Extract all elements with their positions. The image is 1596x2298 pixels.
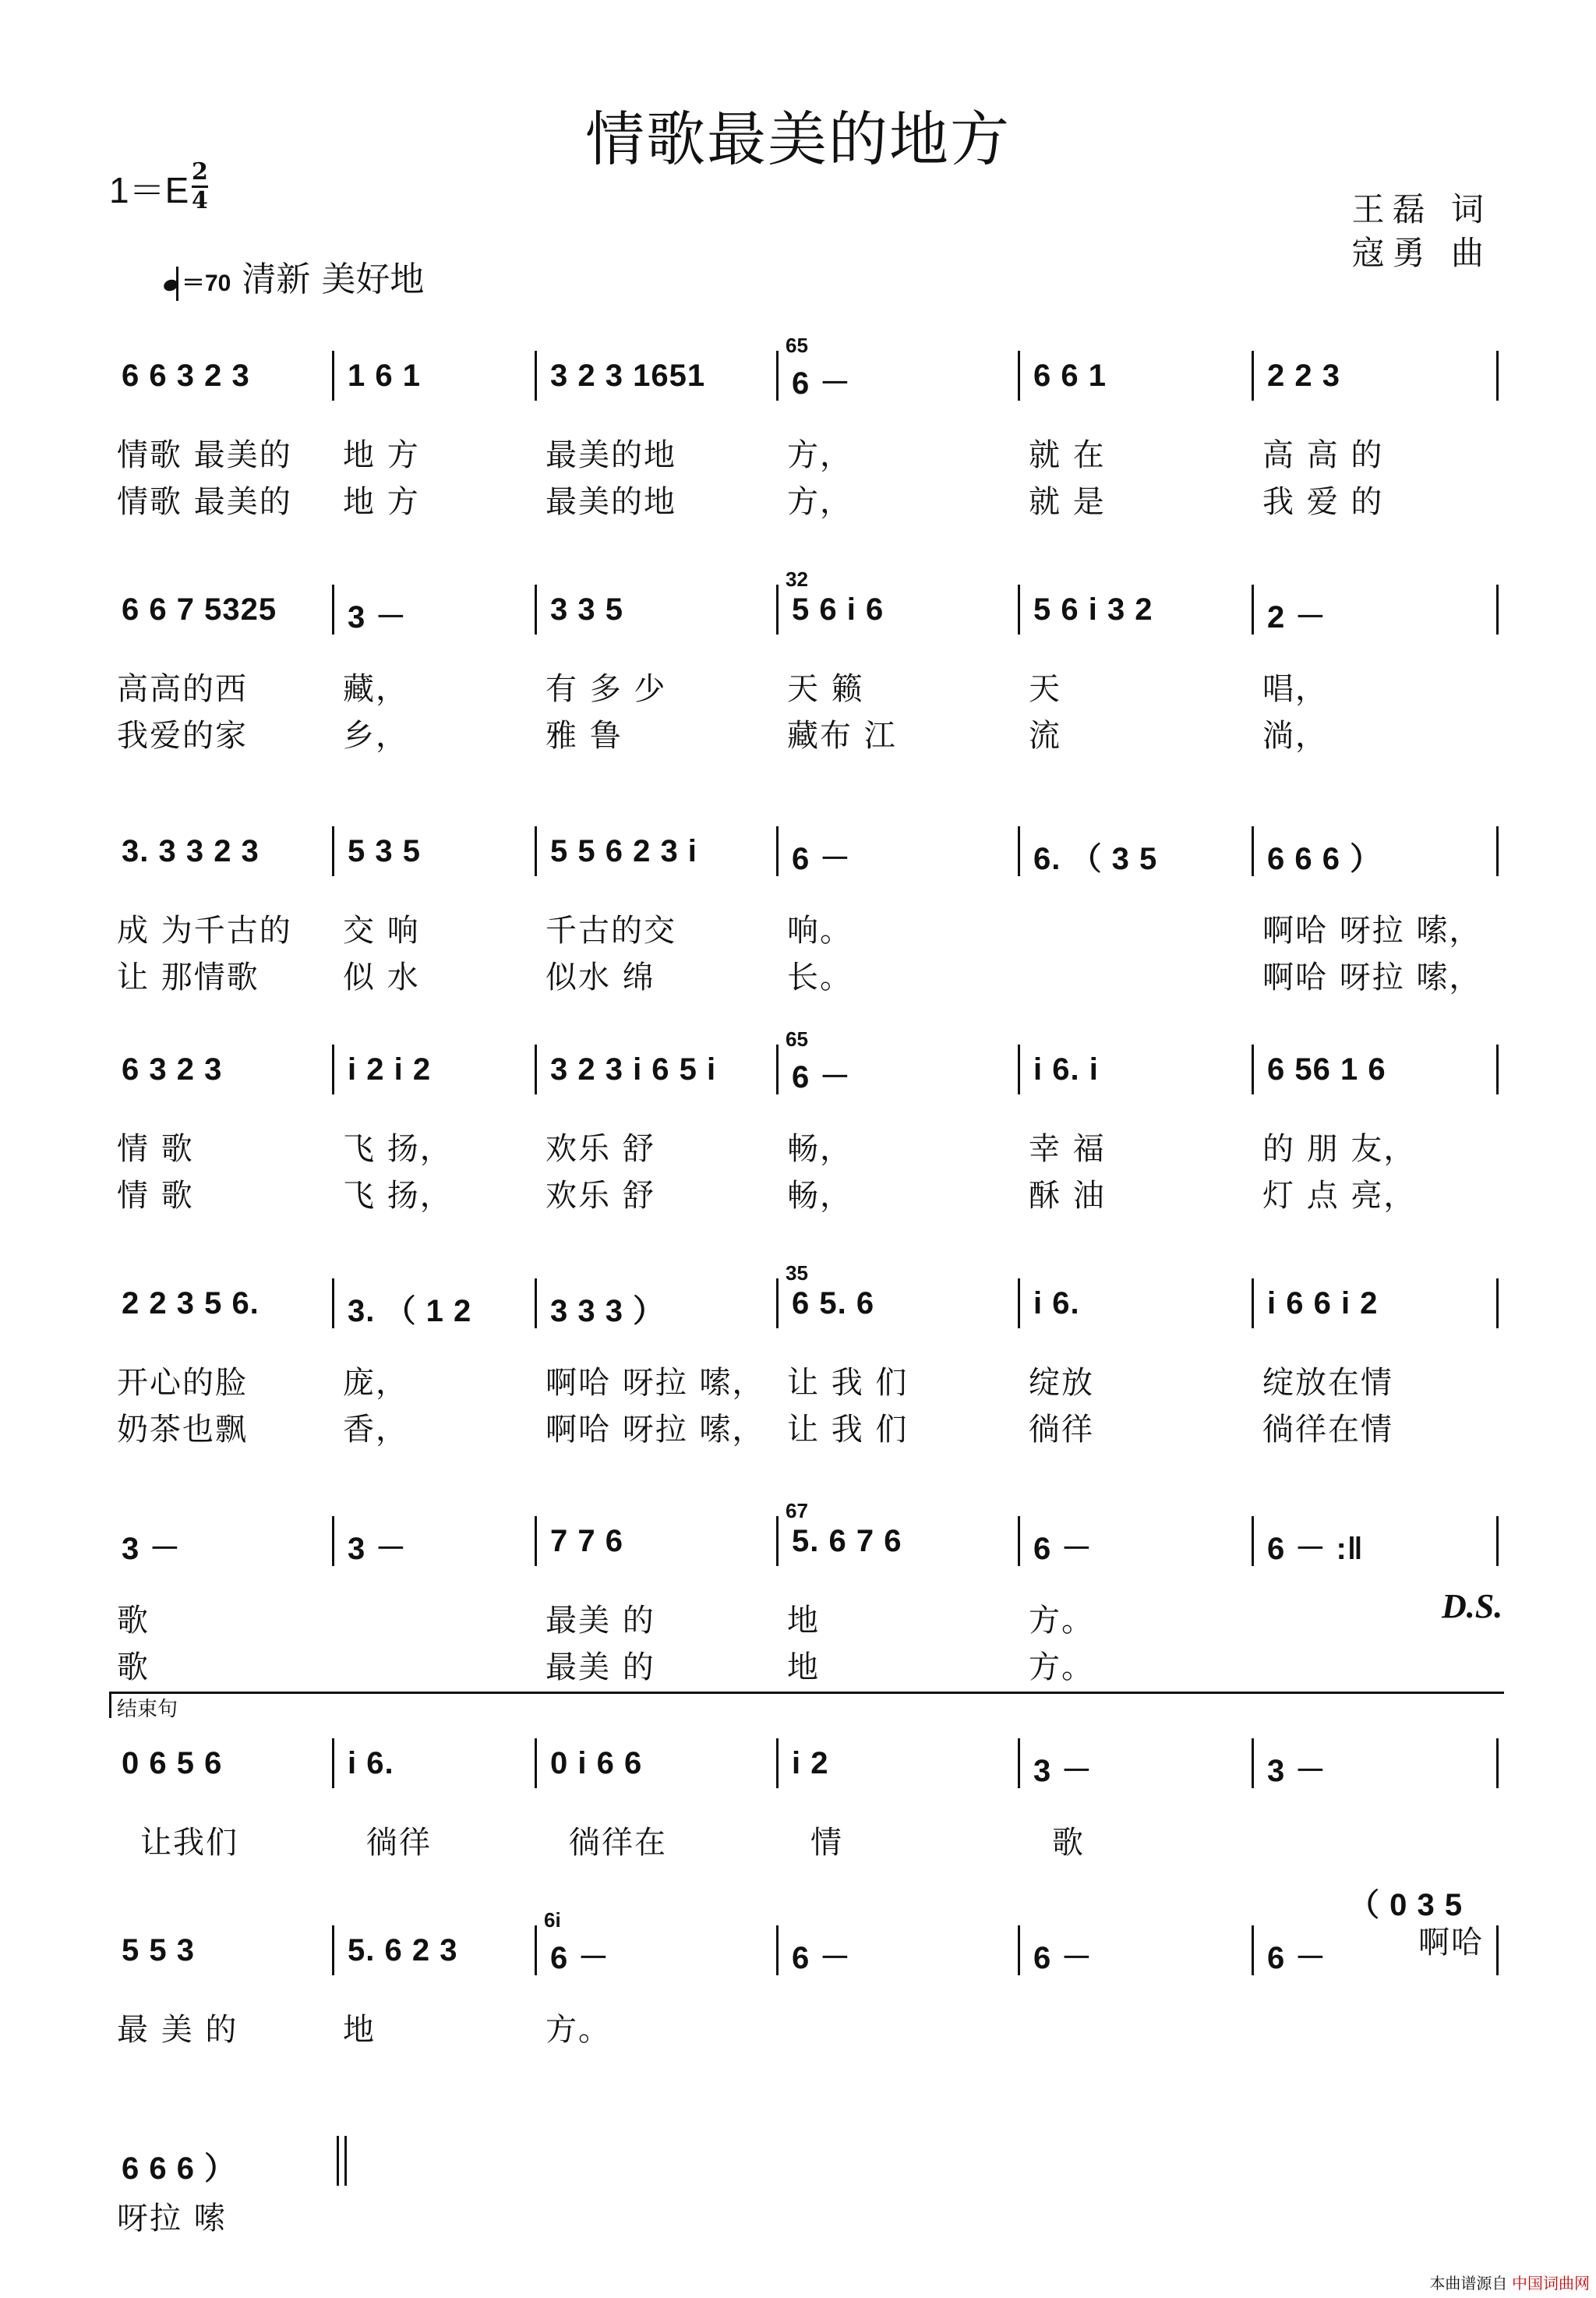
note-group: 5 6 i 6: [792, 592, 885, 627]
note-group: 6. （ 3 5: [1033, 842, 1158, 876]
note-group: 5 6 i 3 2: [1033, 592, 1153, 627]
lyric-verse2: 地: [787, 1649, 820, 1685]
lyric-verse1: 最美的地: [546, 437, 676, 473]
note-group: 3 －: [1267, 1754, 1327, 1788]
bar-line: [776, 826, 779, 876]
bar-line: [1018, 1516, 1020, 1566]
note-group: 5 3 5: [348, 834, 421, 868]
lyric-verse1: 天 籁: [787, 671, 864, 707]
bar-line: [776, 1925, 779, 1975]
lyric-verse2: 酥 油: [1029, 1178, 1106, 1214]
lyric-verse1: 唱，: [1262, 671, 1328, 707]
note-group: 3 －: [122, 1532, 182, 1566]
note-group: i 6.: [348, 1746, 394, 1780]
tempo-marking: ＝70 清新 美好地: [164, 251, 424, 301]
bar-line: [1018, 1045, 1020, 1094]
lyric-verse1: 千古的交: [546, 913, 676, 949]
bar-line: [535, 1045, 537, 1094]
grace-notes: 65: [786, 334, 808, 357]
note-group: 3 2 3 i 6 5 i: [550, 1052, 717, 1087]
bar-line: [1496, 351, 1499, 401]
bar-line: [776, 1045, 779, 1094]
grace-notes: 6i: [544, 1908, 561, 1932]
bar-line: [1252, 585, 1254, 635]
lyric-verse2: 啊哈 呀拉 嗦，: [546, 1412, 765, 1448]
lyric-verse2: 长。: [787, 960, 853, 995]
song-title: 情歌最美的地方: [585, 104, 1011, 174]
note-group: 6 56 1 6: [1267, 1052, 1386, 1087]
note-group: 6 － :‖: [1267, 1532, 1364, 1566]
note-group: 6 6 1: [1033, 359, 1107, 393]
note-group: 6 －: [1033, 1532, 1093, 1566]
bar-line: [332, 351, 334, 401]
lyric-verse1: 歌: [117, 1603, 150, 1639]
bar-line: [776, 1516, 779, 1566]
lyric-verse1: 啊哈 呀拉 嗦，: [1262, 913, 1482, 949]
bar-line: [1496, 1278, 1499, 1328]
tempo-expression: 清新 美好地: [242, 260, 425, 299]
lyric-verse1: 地 方: [343, 437, 420, 473]
composer-credit: 寇勇 曲: [1351, 234, 1492, 272]
bar-line: [1018, 585, 1020, 635]
lyric-verse2: 徜徉在情: [1262, 1412, 1393, 1448]
bar-line: [332, 1925, 334, 1975]
lyric-verse2: 雅 鲁: [546, 718, 623, 754]
bar-line: [535, 585, 537, 635]
note-group: i 2 i 2: [348, 1052, 432, 1087]
bar-line: [332, 1045, 334, 1094]
bar-line: [1252, 826, 1254, 876]
lyric-verse1: 开心的脸: [117, 1365, 248, 1401]
note-group: 5 5 3: [122, 1933, 195, 1967]
note-group: 2 2 3 5 6.: [122, 1286, 260, 1320]
bar-line: [1252, 1738, 1254, 1788]
note-group: 3 3 5: [550, 592, 623, 627]
bar-line: [1018, 1278, 1020, 1328]
lyric-verse1: 交 响: [343, 913, 420, 949]
lyric-coda: 方。: [546, 2012, 611, 2048]
bar-line: [344, 2136, 347, 2186]
lyric-verse2: 我爱的家: [117, 718, 248, 754]
note-group: 3 3 3 ）: [550, 1294, 666, 1328]
note-group: 3. （ 1 2: [348, 1294, 472, 1328]
lyric-verse2: 似水 绵: [546, 960, 655, 995]
note-group: 0 6 5 6: [122, 1746, 223, 1780]
lyric-verse1: 情歌 最美的: [117, 437, 292, 473]
lyric-coda: 地: [343, 2012, 376, 2048]
lyric-verse1: 成 为千古的: [117, 913, 292, 949]
note-group: 6 6 7 5325: [122, 592, 277, 627]
bar-line: [1496, 826, 1499, 876]
lyric-verse2: 最美的地: [546, 484, 676, 520]
lyric-verse1: 方。: [1029, 1603, 1094, 1639]
lyric-verse1: 藏，: [343, 671, 408, 707]
lyric-verse2: 情歌 最美的: [117, 484, 292, 520]
note-group: i 6.: [1033, 1286, 1080, 1320]
lyric-coda: 歌: [1052, 1825, 1085, 1861]
lyric-verse2: 藏布 江: [787, 718, 897, 754]
lyric-verse2: 情 歌: [117, 1178, 194, 1214]
note-group: 6 －: [1033, 1941, 1093, 1975]
lyric-verse2: 最美 的: [546, 1649, 655, 1685]
lyric-verse1: 庞，: [343, 1365, 408, 1401]
grace-notes: 35: [786, 1261, 808, 1285]
lyric-verse2: 地 方: [343, 484, 420, 520]
lyric-verse2: 飞 扬，: [343, 1178, 453, 1214]
lyric-verse2: 就 是: [1029, 484, 1106, 520]
bar-line: [776, 1738, 779, 1788]
note-group: 7 7 6: [550, 1524, 623, 1558]
note-group: 3 2 3 1651: [550, 359, 706, 393]
grace-notes: 67: [786, 1499, 808, 1522]
lyric-verse1: 的 朋 友，: [1262, 1131, 1417, 1167]
lyric-verse1: 啊哈 呀拉 嗦，: [546, 1365, 765, 1401]
lyric-verse1: 绽放: [1029, 1365, 1094, 1401]
lyric-verse2: 乡，: [343, 718, 408, 754]
note-group: i 2: [792, 1746, 829, 1780]
bar-line: [332, 585, 334, 635]
note-group: 5. 6 7 6: [792, 1524, 902, 1558]
lyric-verse2: 似 水: [343, 960, 420, 995]
lyric-verse1: 有 多 少: [546, 671, 667, 707]
lyric-verse2: 我 爱 的: [1262, 484, 1384, 520]
bar-line: [776, 1278, 779, 1328]
bar-line: [1252, 351, 1254, 401]
note-group: 6 －: [550, 1941, 610, 1975]
bar-line: [332, 1278, 334, 1328]
note-group: i 6 6 i 2: [1267, 1286, 1379, 1320]
lyric-coda: 徜徉: [366, 1825, 432, 1861]
bar-line: [1496, 585, 1499, 635]
footer-credit: 本曲谱源自 中国词曲网: [1429, 2275, 1590, 2293]
note-group: 5 5 6 2 3 i: [550, 834, 697, 868]
bar-line: [332, 826, 334, 876]
bar-line: [1018, 826, 1020, 876]
note-group: 0 i 6 6: [550, 1746, 643, 1780]
note-group: 6 －: [792, 842, 852, 876]
lyric-verse2: 啊哈 呀拉 嗦，: [1262, 960, 1482, 995]
lyric-coda: 让我们: [140, 1825, 238, 1861]
lyric-verse2: 方，: [787, 484, 853, 520]
lyric-verse1: 地: [787, 1603, 820, 1639]
bar-line: [1018, 351, 1020, 401]
lyric-verse1: 绽放在情: [1262, 1365, 1393, 1401]
lyric-verse1: 幸 福: [1029, 1131, 1106, 1167]
bar-line: [776, 585, 779, 635]
bar-line: [535, 1516, 537, 1566]
note-group: 2 －: [1267, 600, 1327, 635]
lyric-verse2: 香，: [343, 1412, 408, 1448]
note-group: 6 3 2 3: [122, 1052, 223, 1087]
lyric-verse1: 飞 扬，: [343, 1131, 453, 1167]
ending-label: 结束句: [117, 1697, 178, 1720]
bar-line: [1252, 1045, 1254, 1094]
bar-line: [535, 351, 537, 401]
bar-line: [337, 2136, 339, 2186]
lyricist-credit: 王磊 词: [1351, 190, 1492, 228]
bar-line: [535, 1925, 537, 1975]
lyric-verse2: 流: [1029, 718, 1061, 754]
bar-line: [1018, 1738, 1020, 1788]
bar-line: [535, 826, 537, 876]
bar-line: [1496, 1516, 1499, 1566]
note-group: 3 －: [348, 1532, 408, 1566]
bar-line: [1252, 1516, 1254, 1566]
note-group: 6 5. 6: [792, 1286, 875, 1320]
bar-line: [1496, 1925, 1499, 1975]
lyric-verse1: 欢乐 舒: [546, 1131, 655, 1167]
lyric-coda: 徜徉在: [569, 1825, 667, 1861]
bar-line: [535, 1738, 537, 1788]
bar-line: [332, 1738, 334, 1788]
note-group: 6 －: [1267, 1941, 1327, 1975]
lyric-verse2: 让 我 们: [787, 1412, 909, 1448]
lyric-verse2: 徜徉: [1029, 1412, 1094, 1448]
note-group: 1 6 1: [348, 359, 421, 393]
bar-line: [776, 351, 779, 401]
lyric-verse1: 情 歌: [117, 1131, 194, 1167]
bar-line: [1252, 1925, 1254, 1975]
lyric-coda: 呀拉 嗦: [117, 2201, 227, 2236]
lyric-coda: 最 美 的: [117, 2012, 238, 2048]
bar-line: [1496, 1738, 1499, 1788]
note-group: i 6. i: [1033, 1052, 1099, 1087]
note-group: 3. 3 3 2 3: [122, 834, 260, 868]
bar-line: [535, 1278, 537, 1328]
lyric-verse2: 欢乐 舒: [546, 1178, 655, 1214]
note-group: 6 －: [792, 366, 852, 401]
note-group: 6 6 6 ）: [122, 2151, 237, 2186]
lyric-verse1: 畅，: [787, 1131, 853, 1167]
lyric-verse2: 灯 点 亮，: [1262, 1178, 1417, 1214]
note-group: 3 －: [348, 600, 408, 635]
note-group: 6 6 6 ）: [1267, 842, 1382, 876]
pickup-lyric: 啊哈: [1418, 1925, 1484, 1960]
pickup-notes: （ 0 3 5: [1348, 1888, 1464, 1922]
note-group: 3 －: [1033, 1754, 1093, 1788]
lyric-verse1: 就 在: [1029, 437, 1106, 473]
bar-line: [332, 1516, 334, 1566]
grace-notes: 65: [786, 1027, 808, 1051]
lyric-verse1: 天: [1029, 671, 1061, 707]
lyric-verse1: 高 高 的: [1262, 437, 1384, 473]
lyric-verse2: 奶茶也飘: [117, 1412, 248, 1448]
grace-notes: 32: [786, 567, 808, 591]
bar-line: [1018, 1925, 1020, 1975]
note-group: 6 －: [792, 1941, 852, 1975]
lyric-verse2: 畅，: [787, 1178, 853, 1214]
lyric-verse2: 歌: [117, 1649, 150, 1685]
note-group: 6 6 3 2 3: [122, 359, 250, 393]
lyric-verse2: 淌，: [1262, 718, 1328, 754]
note-group: 6 －: [792, 1060, 852, 1094]
bar-line: [1496, 1045, 1499, 1094]
note-group: 5. 6 2 3: [348, 1933, 458, 1967]
lyric-verse2: 让 那情歌: [117, 960, 260, 995]
lyric-verse2: 方。: [1029, 1649, 1094, 1685]
lyric-verse1: 最美 的: [546, 1603, 655, 1639]
bar-line: [1252, 1278, 1254, 1328]
time-signature: 2 4: [192, 158, 208, 214]
dal-segno-mark: D.S.: [1442, 1587, 1503, 1625]
ending-bracket: [109, 1692, 1504, 1694]
key-signature: 1＝E: [109, 170, 189, 210]
lyric-verse1: 让 我 们: [787, 1365, 909, 1401]
lyric-verse1: 响。: [787, 913, 853, 949]
lyric-coda: 情: [810, 1825, 843, 1861]
lyric-verse1: 高高的西: [117, 671, 248, 707]
lyric-verse1: 方，: [787, 437, 853, 473]
note-group: 2 2 3: [1267, 359, 1340, 393]
